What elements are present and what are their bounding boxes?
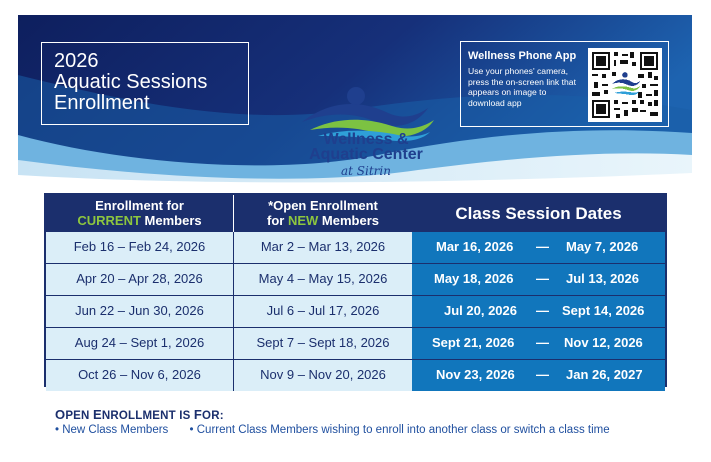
session-end: May 7, 2026 (566, 239, 639, 254)
heading-cap-f: F (193, 407, 203, 422)
eligibility-item-new: • New Class Members (55, 424, 169, 436)
open-enrollment-heading (55, 407, 224, 422)
eligibility-item-current: • Current Class Members wishing to enroll into another class or switch a class time (189, 424, 610, 436)
current-enrollment-cell: Oct 26 – Nov 6, 2026 (46, 360, 233, 391)
new-highlight: NEW (287, 213, 319, 228)
app-description: Use your phones' camera, press the on-screen link that appears on image to download app (468, 66, 576, 108)
session-dates-cell (412, 360, 665, 391)
column-header-open (233, 195, 412, 235)
column-header-current-line2 (46, 213, 233, 228)
session-dash: — (536, 335, 549, 350)
column-header-session: Class Session Dates (412, 195, 665, 232)
session-start: May 18, 2026 (434, 271, 514, 286)
title-year: 2026 (54, 50, 99, 72)
current-enrollment-cell: Jun 22 – Jun 30, 2026 (46, 296, 233, 327)
phone-app-box (460, 41, 669, 127)
table-row (46, 264, 665, 295)
session-dash: — (536, 271, 549, 286)
logo-wordmark (276, 132, 456, 162)
session-start: Jul 20, 2026 (444, 303, 517, 318)
current-highlight: CURRENT (77, 213, 141, 228)
current-enrollment-cell: Aug 24 – Sept 1, 2026 (46, 328, 233, 359)
open-enrollment-cell: Sept 7 – Sept 18, 2026 (233, 328, 412, 359)
column-header-current-line1: Enrollment for (95, 198, 184, 213)
heading-cap-o: O (55, 407, 66, 422)
logo-line-2: Aquatic Center (309, 146, 423, 163)
open-enrollment-cell: May 4 – May 15, 2026 (233, 264, 412, 295)
open-rest: Members (318, 213, 379, 228)
current-enrollment-cell: Apr 20 – Apr 28, 2026 (46, 264, 233, 295)
title-line-3: Enrollment (54, 92, 150, 114)
session-dates-cell (412, 296, 665, 327)
title-line-2: Aquatic Sessions (54, 71, 208, 93)
session-end: Jan 26, 2027 (566, 367, 643, 382)
open-enrollment-cell: Jul 6 – Jul 17, 2026 (233, 296, 412, 327)
enrollment-title-box (41, 42, 249, 125)
qr-code-icon[interactable] (588, 48, 662, 122)
app-title: Wellness Phone App (468, 50, 577, 62)
table-row (46, 328, 665, 359)
current-enrollment-cell: Feb 16 – Feb 24, 2026 (46, 232, 233, 263)
heading-nrollment: NROLLMENT IS (101, 410, 194, 422)
open-enrollment-cell: Mar 2 – Mar 13, 2026 (233, 232, 412, 263)
open-prefix: for (267, 213, 288, 228)
heading-pen: PEN (65, 410, 93, 422)
session-end: Jul 13, 2026 (566, 271, 639, 286)
table-row (46, 360, 665, 385)
column-header-open-line1: *Open Enrollment (268, 198, 378, 213)
heading-or: OR: (202, 410, 224, 422)
current-rest: Members (140, 213, 202, 228)
logo-line-3: at Sitrin (341, 164, 391, 178)
session-dash: — (536, 367, 549, 382)
session-end: Sept 14, 2026 (562, 303, 645, 318)
open-enrollment-cell: Nov 9 – Nov 20, 2026 (233, 360, 412, 391)
heading-cap-e: E (92, 407, 102, 422)
session-dates-cell (412, 264, 665, 295)
session-dash: — (536, 239, 549, 254)
column-header-current (46, 195, 233, 235)
table-row (46, 296, 665, 327)
session-start: Nov 23, 2026 (436, 367, 515, 382)
logo-line-1: Wellness & (323, 131, 409, 148)
session-dates-cell (412, 232, 665, 263)
table-row (46, 232, 665, 263)
session-start: Sept 21, 2026 (432, 335, 515, 350)
session-end: Nov 12, 2026 (564, 335, 643, 350)
session-start: Mar 16, 2026 (436, 239, 514, 254)
session-dash: — (536, 303, 549, 318)
session-schedule-table (44, 193, 667, 387)
column-header-open-line2 (234, 213, 412, 228)
eligibility-list (55, 424, 610, 436)
session-dates-cell (412, 328, 665, 359)
